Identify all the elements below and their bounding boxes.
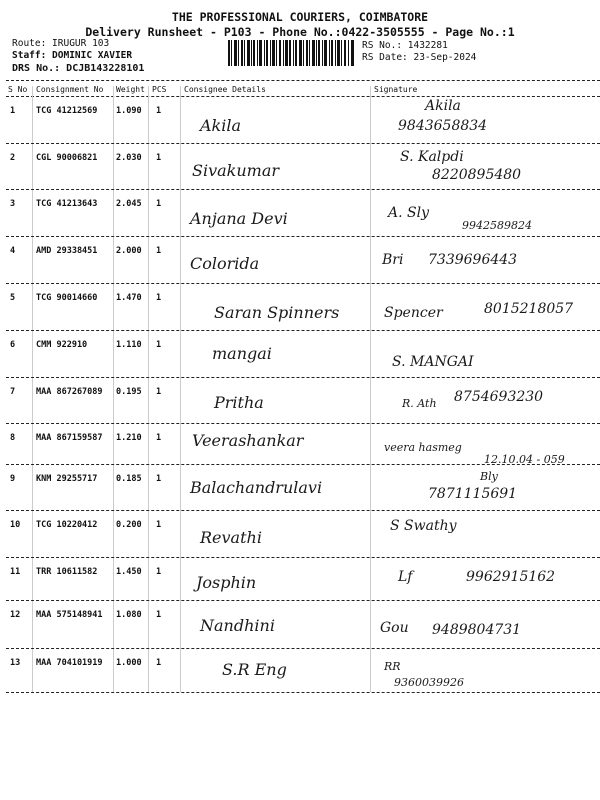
table-row bbox=[0, 602, 600, 648]
route-label: Route: IRUGUR 103 bbox=[12, 38, 110, 49]
col-header-weight: Weight bbox=[116, 85, 145, 94]
signature-mark: S. MANGAI bbox=[392, 354, 474, 370]
rs-date: RS Date: 23-Sep-2024 bbox=[362, 52, 477, 63]
signature-mark: Bri bbox=[382, 252, 404, 268]
consignee-name: Revathi bbox=[200, 528, 262, 547]
runsheet-subtitle: Delivery Runsheet - P103 - Phone No.:0422-3505555 - Page No.:1 bbox=[85, 25, 515, 39]
pcs-cell: 1 bbox=[156, 567, 162, 577]
consignment-cell: MAA 704101919 bbox=[36, 658, 103, 668]
sno-cell: 4 bbox=[10, 246, 16, 256]
weight-cell: 1.210 bbox=[116, 433, 142, 443]
signature-phone: 7871115691 bbox=[428, 486, 518, 502]
signature-phone: 9843658834 bbox=[398, 118, 488, 134]
signature-phone: 9489804731 bbox=[432, 622, 522, 638]
consignment-cell: MAA 867267089 bbox=[36, 387, 103, 397]
table-row bbox=[0, 191, 600, 236]
row-rule bbox=[6, 510, 600, 511]
sno-cell: 9 bbox=[10, 474, 16, 484]
row-rule bbox=[6, 423, 600, 424]
row-rule bbox=[6, 377, 600, 378]
signature-mark: S. Kalpdi bbox=[400, 149, 464, 165]
row-rule bbox=[6, 648, 600, 649]
weight-cell: 1.080 bbox=[116, 610, 142, 620]
consignment-cell: MAA 867159587 bbox=[36, 433, 103, 443]
signature-mark: Lf bbox=[398, 569, 413, 585]
table-row bbox=[0, 512, 600, 557]
table-row bbox=[0, 98, 600, 143]
pcs-cell: 1 bbox=[156, 433, 162, 443]
sno-cell: 8 bbox=[10, 433, 16, 443]
staff-label: Staff: DOMINIC XAVIER bbox=[12, 50, 133, 61]
pcs-cell: 1 bbox=[156, 340, 162, 350]
table-row bbox=[0, 559, 600, 600]
sno-cell: 12 bbox=[10, 610, 21, 620]
pcs-cell: 1 bbox=[156, 387, 162, 397]
table-row bbox=[0, 466, 600, 510]
pcs-cell: 1 bbox=[156, 610, 162, 620]
sno-cell: 5 bbox=[10, 293, 16, 303]
pcs-cell: 1 bbox=[156, 106, 162, 116]
row-rule bbox=[6, 189, 600, 190]
consignment-cell: TCG 41213643 bbox=[36, 199, 98, 209]
weight-cell: 2.045 bbox=[116, 199, 142, 209]
signature-phone: 7339696443 bbox=[428, 252, 518, 268]
table-row bbox=[0, 332, 600, 377]
signature-phone: 8015218057 bbox=[484, 301, 574, 317]
consignee-name: Colorida bbox=[190, 254, 260, 273]
sno-cell: 2 bbox=[10, 153, 16, 163]
table-row bbox=[0, 145, 600, 189]
table-row bbox=[0, 425, 600, 464]
weight-cell: 0.195 bbox=[116, 387, 142, 397]
pcs-cell: 1 bbox=[156, 658, 162, 668]
signature-mark: veera hasmeg bbox=[384, 441, 462, 454]
consignee-name: mangai bbox=[212, 344, 272, 363]
col-header-pcs: PCS bbox=[152, 85, 167, 94]
sno-cell: 13 bbox=[10, 658, 21, 668]
consignee-name: Nandhini bbox=[200, 616, 275, 635]
weight-cell: 1.000 bbox=[116, 658, 142, 668]
pcs-cell: 1 bbox=[156, 246, 162, 256]
row-rule bbox=[6, 236, 600, 237]
row-rule bbox=[6, 330, 600, 331]
pcs-cell: 1 bbox=[156, 153, 162, 163]
consignee-name: Sivakumar bbox=[192, 161, 280, 180]
signature-mark: RR bbox=[384, 660, 401, 673]
signature-phone: 8754693230 bbox=[454, 389, 544, 405]
sno-cell: 11 bbox=[10, 567, 21, 577]
consignee-name: Pritha bbox=[214, 393, 264, 412]
rs-number: RS No.: 1432281 bbox=[362, 40, 448, 51]
consignment-cell: TCG 41212569 bbox=[36, 106, 98, 116]
weight-cell: 2.000 bbox=[116, 246, 142, 256]
pcs-cell: 1 bbox=[156, 520, 162, 530]
table-bottom-rule bbox=[6, 692, 600, 693]
col-header-consignment: Consignment No bbox=[36, 85, 104, 94]
signature-mark: Akila bbox=[425, 98, 461, 114]
consignment-cell: KNM 29255717 bbox=[36, 474, 98, 484]
consignment-cell: TCG 90014660 bbox=[36, 293, 98, 303]
consignment-cell: CGL 90006821 bbox=[36, 153, 98, 163]
pcs-cell: 1 bbox=[156, 293, 162, 303]
pcs-cell: 1 bbox=[156, 199, 162, 209]
signature-phone: 9942589824 bbox=[462, 219, 532, 232]
row-rule bbox=[6, 283, 600, 284]
table-row bbox=[0, 650, 600, 692]
signature-mark: Gou bbox=[380, 620, 409, 636]
col-header-sno: S No bbox=[8, 85, 28, 94]
consignee-name: Veerashankar bbox=[192, 431, 304, 450]
table-row bbox=[0, 238, 600, 283]
signature-mark: Bly bbox=[480, 470, 498, 483]
col-header-consignee: Consignee Details bbox=[184, 85, 266, 94]
table-top-rule bbox=[6, 80, 600, 81]
weight-cell: 1.090 bbox=[116, 106, 142, 116]
weight-cell: 1.450 bbox=[116, 567, 142, 577]
barcode-icon bbox=[228, 40, 354, 66]
sno-cell: 6 bbox=[10, 340, 16, 350]
signature-phone: 9962915162 bbox=[466, 569, 556, 585]
weight-cell: 1.110 bbox=[116, 340, 142, 350]
consignee-name: Josphin bbox=[196, 573, 257, 592]
company-title: THE PROFESSIONAL COURIERS, COIMBATORE bbox=[171, 10, 429, 24]
row-rule bbox=[6, 557, 600, 558]
signature-mark: R. Ath bbox=[402, 397, 437, 410]
signature-mark: Spencer bbox=[384, 305, 443, 321]
col-header-signature: Signature bbox=[374, 85, 418, 94]
consignee-name: Saran Spinners bbox=[214, 303, 340, 322]
pcs-cell: 1 bbox=[156, 474, 162, 484]
signature-phone: 8220895480 bbox=[432, 167, 522, 183]
table-row bbox=[0, 379, 600, 423]
sno-cell: 7 bbox=[10, 387, 16, 397]
signature-phone: 9360039926 bbox=[394, 676, 464, 689]
consignee-name: Balachandrulavi bbox=[190, 478, 323, 497]
weight-cell: 1.470 bbox=[116, 293, 142, 303]
consignee-name: S.R Eng bbox=[222, 660, 287, 679]
consignee-name: Akila bbox=[200, 116, 242, 135]
table-row bbox=[0, 285, 600, 330]
weight-cell: 2.030 bbox=[116, 153, 142, 163]
sno-cell: 10 bbox=[10, 520, 21, 530]
signature-phone: 12.10.04 - 059 bbox=[484, 453, 565, 466]
row-rule bbox=[6, 600, 600, 601]
consignment-cell: TCG 10220412 bbox=[36, 520, 98, 530]
consignment-cell: CMM 922910 bbox=[36, 340, 88, 350]
consignee-name: Anjana Devi bbox=[190, 209, 288, 228]
weight-cell: 0.185 bbox=[116, 474, 142, 484]
signature-mark: A. Sly bbox=[388, 205, 429, 221]
header-rule bbox=[6, 96, 600, 97]
row-rule bbox=[6, 143, 600, 144]
sno-cell: 3 bbox=[10, 199, 16, 209]
drs-number: DRS No.: DCJB143228101 bbox=[12, 63, 145, 74]
consignment-cell: AMD 29338451 bbox=[36, 246, 98, 256]
weight-cell: 0.200 bbox=[116, 520, 142, 530]
signature-mark: S Swathy bbox=[390, 518, 457, 534]
sno-cell: 1 bbox=[10, 106, 16, 116]
row-rule bbox=[6, 464, 600, 465]
consignment-cell: TRR 10611582 bbox=[36, 567, 98, 577]
consignment-cell: MAA 575148941 bbox=[36, 610, 103, 620]
